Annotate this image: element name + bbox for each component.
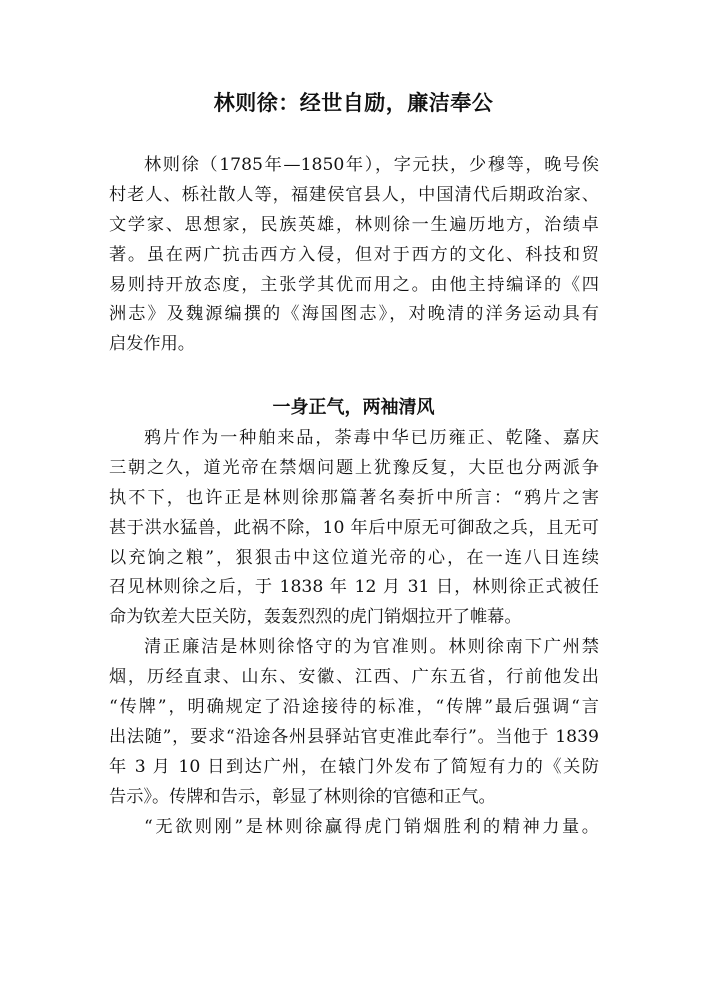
text-line: 年 3 月 10 日到达广州，在辕门外发布了简短有力的《关防 <box>109 756 599 777</box>
text-line: 执不下，也许正是林则徐那篇著名奏折中所言：“鸦片之害 <box>109 487 599 508</box>
text-line: 林则徐（1785年—1850年），字元扶，少穆等，晚号俟 <box>144 155 599 175</box>
text-line: 村老人、栎社散人等，福建侯官县人，中国清代后期政治家、 <box>109 184 599 205</box>
text-line: 洲志》及魏源编撰的《海国图志》，对晚清的洋务运动具有 <box>109 304 599 325</box>
intro-paragraph <box>109 151 599 360</box>
text-line: 甚于洪水猛兽，此祸不除，10 年后中原无可御敌之兵，且无可 <box>109 517 599 538</box>
text-line: 文学家、思想家，民族英雄，林则徐一生遍历地方，治绩卓 <box>109 214 599 235</box>
text-line: 召见林则徐之后，于 1838 年 12 月 31 日，林则徐正式被任 <box>109 577 599 598</box>
document-title: 林则徐：经世自励，廉洁奉公 <box>213 91 494 115</box>
text-line: 著。虽在两广抗击西方入侵，但对于西方的文化、科技和贸 <box>109 244 599 265</box>
text-line: 告示》。传牌和告示，彰显了林则徐的官德和正气。 <box>109 786 496 807</box>
text-line: 烟，历经直隶、山东、安徽、江西、广东五省，行前他发出 <box>109 667 599 688</box>
text-line: 命为钦差大臣关防，轰轰烈烈的虎门销烟拉开了帷幕。 <box>109 607 522 628</box>
text-line: 鸦片作为一种舶来品，荼毒中华已历雍正、乾隆、嘉庆 <box>144 428 599 448</box>
text-line: “传牌”，明确规定了沿途接待的标准，“传牌”最后强调“言 <box>109 697 599 718</box>
section-heading: 一身正气，两袖清风 <box>272 397 435 418</box>
text-line: 出法随”，要求“沿途各州县驿站官吏准此奉行”。当他于 1839 <box>109 726 599 747</box>
section-body <box>109 424 599 842</box>
text-line: 三朝之久，道光帝在禁烟问题上犹豫反复，大臣也分两派争 <box>109 457 599 478</box>
text-line: 以充饷之粮”，狠狠击中这位道光帝的心，在一连八日连续 <box>109 547 599 568</box>
text-line: 清正廉洁是林则徐恪守的为官准则。林则徐南下广州禁 <box>144 637 599 658</box>
text-line: “无欲则刚”是林则徐赢得虎门销烟胜利的精神力量。 <box>144 816 599 837</box>
text-line: 启发作用。 <box>109 334 195 355</box>
text-line: 易则持开放态度，主张学其优而用之。由他主持编译的《四 <box>109 274 599 295</box>
